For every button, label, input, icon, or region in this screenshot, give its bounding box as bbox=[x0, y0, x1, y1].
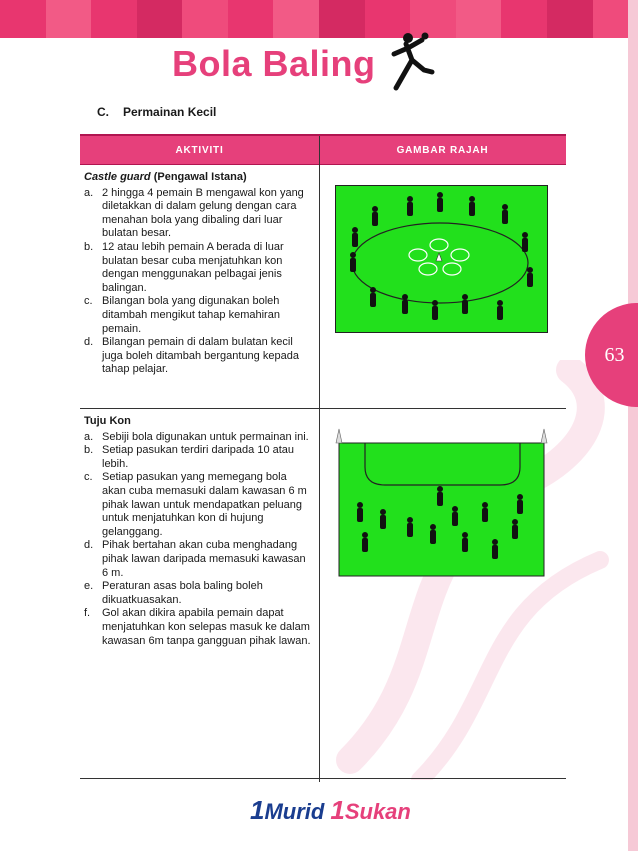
logo-murid: Murid bbox=[264, 799, 325, 824]
section-letter: C. bbox=[97, 105, 109, 119]
list-item bbox=[84, 431, 313, 445]
activity-title-rest: Tuju Kon bbox=[84, 415, 131, 427]
list-letter: c. bbox=[84, 471, 93, 484]
list-item bbox=[84, 444, 313, 471]
list-text: 2 hingga 4 pemain B mengawal kon yang diletakkan di dalam gelung dengan cara menahan bola yang dibaling dari luar bulatan besar. bbox=[102, 186, 304, 240]
list-text: Setiap pasukan yang memegang bola akan cuba memasuki dalam kawasan 6 m pihak lawan untuk mendapatkan peluang untuk menjatuhkan kon di hujung gelanggang. bbox=[102, 471, 307, 538]
logo-one-b: 1 bbox=[330, 795, 345, 825]
handball-player-icon bbox=[378, 30, 438, 92]
activity-title bbox=[84, 171, 313, 185]
list-text: 12 atau lebih pemain A berada di luar bulatan besar cuba menjatuhkan kon dengan menggunakan pelbagai jenis balingan. bbox=[102, 240, 284, 294]
murid-sukan-logo bbox=[250, 795, 411, 825]
header-diagram: GAMBAR RAJAH bbox=[396, 144, 489, 156]
list-text: Peraturan asas bola baling boleh dikuatkuasakan. bbox=[102, 580, 263, 606]
activity-list bbox=[84, 431, 313, 649]
list-item bbox=[84, 336, 313, 377]
header-activity: AKTIVITI bbox=[175, 144, 224, 156]
list-letter: f. bbox=[84, 607, 91, 620]
page-header bbox=[172, 36, 438, 92]
list-text: Bilangan bola yang digunakan boleh ditambah mengikut tahap kemahiran pemain. bbox=[102, 295, 280, 335]
section-title: Permainan Kecil bbox=[123, 105, 217, 119]
activity-title bbox=[84, 415, 313, 429]
table-bottom-border bbox=[80, 778, 566, 779]
activity-cell bbox=[80, 165, 319, 408]
list-text: Sebiji bola digunakan untuk permainan ini. bbox=[102, 430, 309, 443]
list-letter: d. bbox=[84, 539, 94, 552]
castle-guard-diagram bbox=[335, 185, 548, 333]
diagram-cell bbox=[319, 409, 566, 782]
activity-list bbox=[84, 187, 313, 377]
list-letter: d. bbox=[84, 336, 94, 349]
list-text: Pihak bertahan akan cuba menghadang pihak lawan daripada memasuki kawasan 6 m. bbox=[102, 539, 306, 579]
activity-title-rest: (Pengawal Istana) bbox=[150, 171, 247, 183]
activity-cell bbox=[80, 409, 319, 782]
section-heading bbox=[97, 105, 216, 119]
list-item bbox=[84, 187, 313, 241]
activity-title-italic: Castle guard bbox=[84, 171, 151, 183]
table-row bbox=[80, 409, 566, 782]
list-letter: c. bbox=[84, 295, 93, 308]
table-row bbox=[80, 165, 566, 409]
logo-one-a: 1 bbox=[250, 795, 265, 825]
list-letter: a. bbox=[84, 186, 94, 199]
list-letter: b. bbox=[84, 444, 94, 457]
list-item bbox=[84, 580, 313, 607]
list-letter: a. bbox=[84, 430, 94, 443]
page-number: 63 bbox=[604, 343, 625, 366]
list-text: Gol akan dikira apabila pemain dapat menjatuhkan kon selepas masuk ke dalam kawasan 6m tanpa gangguan pihak lawan. bbox=[102, 607, 311, 647]
table-header bbox=[80, 136, 566, 165]
list-item bbox=[84, 607, 313, 648]
activity-table bbox=[80, 134, 566, 782]
diagram-cell bbox=[319, 165, 566, 408]
list-item bbox=[84, 539, 313, 580]
tuju-kon-diagram bbox=[335, 417, 548, 577]
list-text: Setiap pasukan terdiri daripada 10 atau lebih. bbox=[102, 444, 295, 470]
list-item bbox=[84, 241, 313, 295]
list-item bbox=[84, 295, 313, 336]
header-decoration bbox=[0, 0, 638, 38]
list-letter: b. bbox=[84, 240, 94, 253]
list-text: Bilangan pemain di dalam bulatan kecil juga boleh ditambah bergantung kepada tahap pelajar. bbox=[102, 336, 299, 376]
list-letter: e. bbox=[84, 580, 94, 593]
page-title: Bola Baling bbox=[172, 43, 376, 84]
list-item bbox=[84, 471, 313, 539]
logo-sukan: Sukan bbox=[344, 799, 411, 824]
